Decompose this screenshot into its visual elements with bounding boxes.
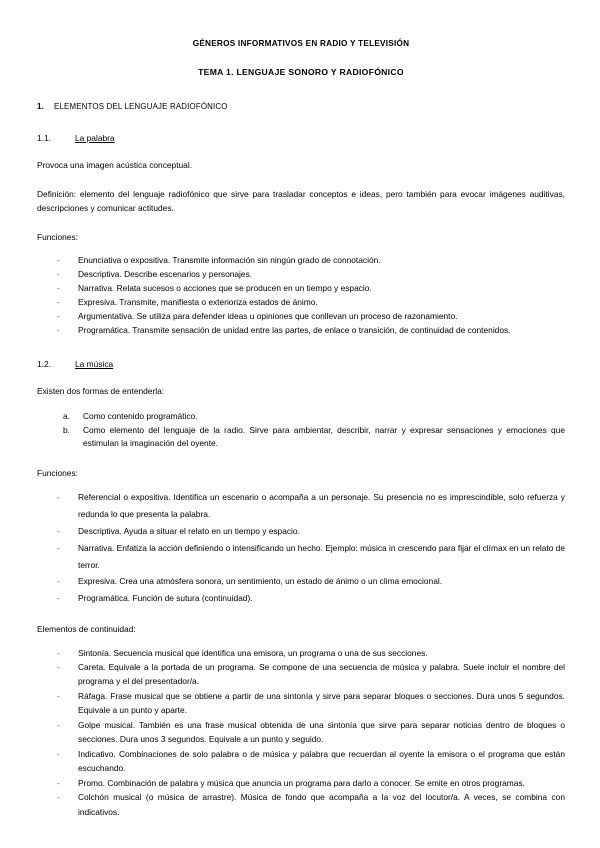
palabra-intro: Provoca una imagen acústica conceptual. xyxy=(37,159,193,170)
list-item: - Narrativa. Enfatiza la acción definiendo o intensificando un hecho. Ejemplo: música in crescendo para fijar el clímax en un relato de terror. xyxy=(37,540,565,574)
list-item: - Sintonía. Secuencia musical que identifica una emisora, un programa o una de sus secciones. xyxy=(37,646,565,660)
list-item: Como elemento del lenguaje de la radio. Sirve para ambientar, describir, narrar y expresar sensaciones y emociones que estimulan la imaginación del oyente. xyxy=(83,425,565,449)
subsection-label: La palabra xyxy=(75,132,115,143)
list-item: - Referencial o expositiva. Identifica un escenario o acompaña a un personaje. Su presencia no es imprescindible, solo refuerza y redunda lo que presenta la palabra. xyxy=(37,489,565,523)
document-subtitle: TEMA 1. LENGUAJE SONORO Y RADIOFÓNICO xyxy=(198,67,404,78)
musica-ways-list xyxy=(37,410,565,451)
section-heading-1 xyxy=(37,102,565,111)
list-item: - Programática. Función de sutura (continuidad). xyxy=(37,590,565,607)
list-item: - Golpe musical. También es una frase musical obtenida de una sintonía que sirve para separar noticias dentro de bloques o secciones. Dura unos 3 segundos. Equivale a un punto y seguido. xyxy=(37,718,565,747)
musica-functions-list xyxy=(37,489,565,607)
list-item: - Programática. Transmite sensación de unidad entre las partes, de enlace o transición, de continuidad de contenidos. xyxy=(37,324,565,337)
document-title: GÉNEROS INFORMATIVOS EN RADIO Y TELEVISIÓN xyxy=(192,39,410,48)
palabra-functions-list xyxy=(37,254,565,337)
list-item: - Narrativa. Relata sucesos o acciones que se producen en un tiempo y espacio. xyxy=(37,282,565,295)
musica-intro: Existen dos formas de entenderla: xyxy=(37,386,165,397)
palabra-functions-label: Funciones: xyxy=(37,232,78,243)
list-item: Como contenido programático. xyxy=(83,410,198,421)
list-item: - Descriptiva. Ayuda a situar el relato en un tiempo y espacio. xyxy=(37,523,565,540)
list-item: - Colchón musical (o música de arrastre). Música de fondo que acompaña a la voz del locutor/a. A veces, se combina con indicativos. xyxy=(37,790,565,819)
continuity-label: Elementos de continuidad: xyxy=(37,623,136,634)
list-item: - Indicativo. Combinaciones de solo palabra o de música y palabra que recuerdan al oyente la emisora o el programa que están escuchando. xyxy=(37,747,565,776)
list-item: - Careta. Equivale a la portada de un programa. Se compone de una secuencia de música y palabra. Suele incluir el nombre del programa y el del presentador/a. xyxy=(37,660,565,689)
list-item: - Descriptiva. Describe escenarios y personajes. xyxy=(37,268,565,281)
list-item: - Argumentativa. Se utiliza para defender ideas u opiniones que conllevan un proceso de razonamiento. xyxy=(37,310,565,323)
subsection-label: La música xyxy=(75,359,114,370)
section-number: 1. xyxy=(37,101,44,111)
list-item: - Expresiva. Crea una atmósfera sonora, un sentimiento, un estado de ánimo o un clima emocional. xyxy=(37,573,565,590)
subsection-number: 1.2. xyxy=(37,359,51,370)
list-item: - Ráfaga. Frase musical que se obtiene a partir de una sintonía y sirve para separar bloques o secciones. Dura unos 5 segundos. Equivale a un punto y aparte. xyxy=(37,689,565,718)
section-label: ELEMENTOS DEL LENGUAJE RADIOFÓNICO xyxy=(54,101,228,111)
musica-functions-label: Funciones: xyxy=(37,467,78,478)
continuity-list xyxy=(37,646,565,819)
subsection-number: 1.1. xyxy=(37,132,51,143)
list-item: - Enunciativa o expositiva. Transmite información sin ningún grado de connotación. xyxy=(37,254,565,267)
palabra-definition: Definición: elemento del lenguaje radiofónico que sirve para trasladar conceptos e ideas, pero también para evocar imágenes auditivas, descripciones y comunicar actitudes. xyxy=(37,189,565,213)
list-item: - Promo. Combinación de palabra y música que anuncia un programa para darlo a conocer. Se emite en otros programas. xyxy=(37,776,565,790)
list-item: - Expresiva. Transmite, manifiesta o exterioriza estados de ánimo. xyxy=(37,296,565,309)
subsection-heading-1-1 xyxy=(37,133,565,143)
subsection-heading-1-2 xyxy=(37,359,565,369)
